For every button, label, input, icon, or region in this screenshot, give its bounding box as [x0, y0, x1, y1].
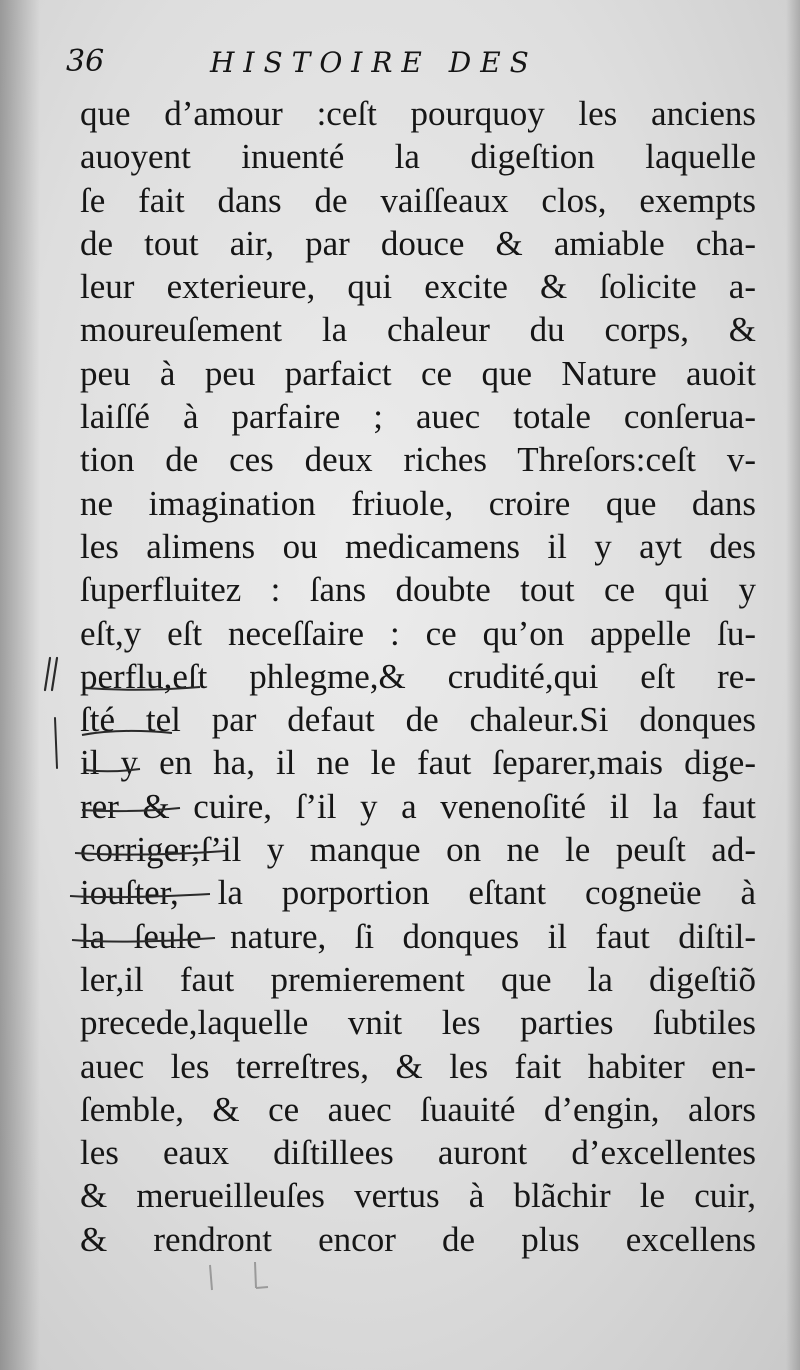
text-line: moureuſement la chaleur du corps, & [80, 310, 756, 350]
text-line: auoyent inuenté la digeſtion laquelle [80, 137, 756, 177]
text-line: les alimens ou medicamens il y ayt des [80, 526, 756, 566]
body-text [80, 92, 756, 1261]
text-line: ſemble, & ce auec ſuauité d’engin, alors [80, 1089, 756, 1129]
running-head: HISTOIRE DES [210, 46, 538, 79]
text-line: ſuperfluitez : ſans doubte tout ce qui y [80, 570, 756, 610]
text-line: perflu,eſt phlegme,& crudité,qui eſt re- [80, 656, 756, 696]
text-line: & rendront encor de plus excellens [80, 1219, 756, 1259]
text-line: & merueilleuſes vertus à blãchir le cuir, [80, 1176, 756, 1216]
text-line: auec les terreſtres, & les fait habiter en- [80, 1046, 756, 1086]
text-line: peu à peu parfaict ce que Nature auoit [80, 353, 756, 393]
text-line: precede,laquelle vnit les parties ſubtiles [80, 1003, 756, 1043]
text-line: ler,il faut premierement que la digeſtiõ [80, 959, 756, 999]
text-line: iouſter, la porportion eſtant cogneüe à [80, 873, 756, 913]
margin-slash-mark [45, 658, 57, 690]
text-line: eſt,y eſt neceſſaire : ce qu’on appelle ſu- [80, 613, 756, 653]
text-line: que d’amour :ceſt pourquoy les anciens [80, 94, 756, 133]
text-line: tion de ces deux riches Threſors:ceſt v- [80, 440, 756, 480]
gutter-shadow [0, 0, 40, 1370]
text-line: laiſſé à parfaire ; auec totale conſerua- [80, 397, 756, 437]
text-line: la ſeule nature, ſi donques il faut diſtil- [80, 916, 756, 956]
text-line: corriger;ſ’il y manque on ne le peuſt ad- [80, 830, 756, 870]
text-line: rer & cuire, ſ’il y a venenoſité il la faut [80, 786, 756, 826]
margin-bar-mark [55, 718, 57, 768]
page-number: 36 [66, 44, 105, 79]
text-line: il y en ha, il ne le faut ſeparer,mais dige- [80, 743, 756, 783]
text-line: ne imagination friuole, croire que dans [80, 483, 756, 523]
text-line: les eaux diſtillees auront d’excellentes [80, 1133, 756, 1173]
text-line: ſe fait dans de vaiſſeaux clos, exempts [80, 180, 756, 220]
page-header [66, 44, 686, 88]
text-line: de tout air, par douce & amiable cha- [80, 223, 756, 263]
bleed-through-mark [210, 1262, 268, 1290]
text-line: leur exterieure, qui excite & ſolicite a- [80, 267, 756, 307]
page-edge [786, 0, 800, 1370]
text-line: ſté tel par defaut de chaleur.Si donques [80, 700, 756, 740]
